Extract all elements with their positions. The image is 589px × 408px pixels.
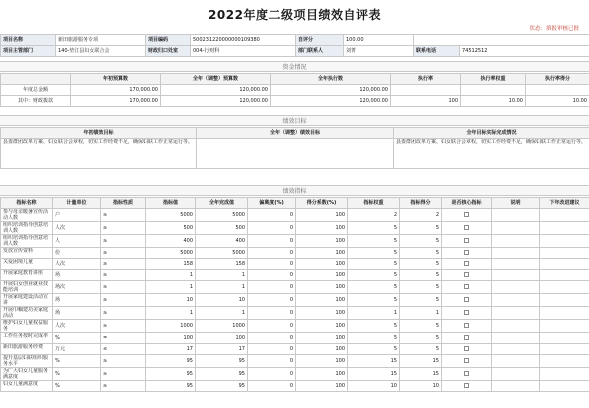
core-indicator-checkbox[interactable] <box>464 297 469 302</box>
indicator-header-cell: 指标名称 <box>1 198 53 209</box>
indicator-note-cell[interactable] <box>492 235 540 248</box>
funds-table <box>0 73 589 107</box>
phone-value: 74512512 <box>460 46 589 57</box>
indicator-unit-cell: % <box>53 381 101 392</box>
indicator-nature-cell: ≥ <box>101 368 146 381</box>
finance-value: 004-行财科 <box>191 46 296 57</box>
indicator-header-cell: 指标性质 <box>101 198 146 209</box>
indicator-dev-cell: 0 <box>248 368 296 381</box>
indicator-row <box>1 209 589 222</box>
indicator-weight-cell: 5 <box>348 281 400 294</box>
indicator-note-cell[interactable] <box>492 294 540 307</box>
indicator-nature-cell: ≥ <box>101 307 146 320</box>
indicator-coef-cell: 100 <box>296 320 348 333</box>
indicator-suggestion-cell[interactable] <box>540 368 589 381</box>
indicator-score-cell: 5 <box>400 333 442 344</box>
indicators-table <box>0 197 589 392</box>
indicator-header-cell: 指标值 <box>146 198 196 209</box>
indicator-unit-cell: 人次 <box>53 259 101 270</box>
indicator-target-cell: 5000 <box>146 248 196 259</box>
indicator-actual-cell: 500 <box>196 222 248 235</box>
indicator-weight-cell: 5 <box>348 294 400 307</box>
self-score-value: 100.00 <box>344 35 414 46</box>
indicator-dev-cell: 0 <box>248 294 296 307</box>
indicator-row <box>1 259 589 270</box>
funds-header-blank <box>1 74 71 85</box>
indicator-row <box>1 248 589 259</box>
indicator-suggestion-cell[interactable] <box>540 320 589 333</box>
indicator-unit-cell: 人 <box>53 235 101 248</box>
indicator-weight-cell: 15 <box>348 368 400 381</box>
indicator-row <box>1 281 589 294</box>
indicator-weight-cell: 5 <box>348 222 400 235</box>
indicator-name-cell: 开展巾帼建功美家庭活动 <box>1 307 53 320</box>
funds-cell <box>391 85 461 96</box>
indicator-nature-cell: ≥ <box>101 248 146 259</box>
funds-header-cell: 执行率 <box>391 74 461 85</box>
indicator-dev-cell: 0 <box>248 270 296 281</box>
indicator-suggestion-cell[interactable] <box>540 381 589 392</box>
indicator-nature-cell: ≥ <box>101 355 146 368</box>
indicator-unit-cell: 场 <box>53 294 101 307</box>
indicator-nature-cell: ≤ <box>101 344 146 355</box>
indicator-score-cell: 15 <box>400 368 442 381</box>
funds-cell: 10.00 <box>526 96 589 107</box>
indicator-dev-cell: 0 <box>248 281 296 294</box>
indicator-name-cell: 提升基层妇联组织服务水平 <box>1 355 53 368</box>
indicator-weight-cell: 15 <box>348 355 400 368</box>
indicator-actual-cell: 5000 <box>196 209 248 222</box>
indicator-coef-cell: 100 <box>296 235 348 248</box>
indicator-weight-cell: 10 <box>348 381 400 392</box>
goals-table <box>0 127 589 169</box>
core-indicator-checkbox[interactable] <box>464 346 469 351</box>
indicator-actual-cell: 10 <box>196 294 248 307</box>
indicator-score-cell: 5 <box>400 281 442 294</box>
indicator-name-cell: 工作任务按时完成率 <box>1 333 53 344</box>
indicator-row <box>1 270 589 281</box>
indicator-unit-cell: 人次 <box>53 222 101 235</box>
goals-header-cell: 年初绩效目标 <box>1 128 197 139</box>
indicator-actual-cell: 95 <box>196 368 248 381</box>
indicator-target-cell: 400 <box>146 235 196 248</box>
core-indicator-checkbox[interactable] <box>464 212 469 217</box>
indicator-unit-cell: % <box>53 368 101 381</box>
indicator-score-cell: 2 <box>400 209 442 222</box>
core-indicator-checkbox[interactable] <box>464 238 469 243</box>
indicator-header-cell: 说明 <box>492 198 540 209</box>
core-indicator-cell <box>442 344 492 355</box>
indicator-unit-cell: 人次 <box>53 320 101 333</box>
indicator-coef-cell: 100 <box>296 294 348 307</box>
indicator-suggestion-cell[interactable] <box>540 294 589 307</box>
funds-row <box>1 96 589 107</box>
indicator-name-cell: 关爱困境儿童 <box>1 259 53 270</box>
core-indicator-cell <box>442 355 492 368</box>
indicator-suggestion-cell[interactable] <box>540 333 589 344</box>
indicator-score-cell: 5 <box>400 344 442 355</box>
core-indicator-cell <box>442 320 492 333</box>
funds-section-title: 资金情况 <box>0 61 589 72</box>
adjusted-goal-text <box>197 139 394 169</box>
indicator-header-cell: 得分系数(%) <box>296 198 348 209</box>
funds-header-cell: 年初预算数 <box>71 74 161 85</box>
core-indicator-cell <box>442 368 492 381</box>
core-indicator-cell <box>442 259 492 270</box>
indicator-name-cell: 开展家庭建设活动宣讲 <box>1 294 53 307</box>
indicator-name-cell: 开展家庭教育讲座 <box>1 270 53 281</box>
indicator-row <box>1 333 589 344</box>
funds-row-label: 年度总金额 <box>1 85 71 96</box>
indicator-dev-cell: 0 <box>248 222 296 235</box>
indicator-unit-cell: 场 <box>53 270 101 281</box>
indicator-dev-cell: 0 <box>248 209 296 222</box>
indicator-unit-cell: 户 <box>53 209 101 222</box>
indicator-header-cell: 下年改进建议 <box>540 198 589 209</box>
indicator-row <box>1 307 589 320</box>
indicator-suggestion-cell[interactable] <box>540 259 589 270</box>
indicator-header-cell: 指标得分 <box>400 198 442 209</box>
funds-header-cell: 执行率权重 <box>461 74 526 85</box>
indicator-target-cell: 5000 <box>146 209 196 222</box>
indicator-score-cell: 10 <box>400 381 442 392</box>
indicator-actual-cell: 1 <box>196 281 248 294</box>
indicator-coef-cell: 100 <box>296 248 348 259</box>
indicator-name-cell: 组织培训指导创意培训人数 <box>1 222 53 235</box>
indicator-row <box>1 294 589 307</box>
indicator-dev-cell: 0 <box>248 355 296 368</box>
indicator-coef-cell: 100 <box>296 281 348 294</box>
indicator-unit-cell: 场次 <box>53 281 101 294</box>
core-indicator-cell <box>442 222 492 235</box>
indicator-target-cell: 1000 <box>146 320 196 333</box>
indicator-score-cell: 5 <box>400 270 442 281</box>
project-name-value: 新田旅游服务专项 <box>56 35 146 46</box>
indicator-weight-cell: 5 <box>348 248 400 259</box>
indicator-name-cell: 新田旅游服务经费 <box>1 344 53 355</box>
core-indicator-checkbox[interactable] <box>464 261 469 266</box>
indicator-score-cell: 5 <box>400 259 442 270</box>
core-indicator-cell <box>442 307 492 320</box>
project-code-value: 500231220000000109380 <box>191 35 296 46</box>
indicator-actual-cell: 17 <box>196 344 248 355</box>
core-indicator-checkbox[interactable] <box>464 272 469 277</box>
indicator-coef-cell: 100 <box>296 222 348 235</box>
indicator-actual-cell: 95 <box>196 355 248 368</box>
initial-goal-text: 县委群团改革方案、妇女联合会章程，切实工作经费不足，确保妇联工作正常运行等。 <box>1 139 197 169</box>
actual-goal-text: 县委群团改革方案、妇女联合会章程，切实工作经费不足，确保妇联工作正常运行等。 <box>394 139 589 169</box>
indicator-target-cell: 1 <box>146 270 196 281</box>
funds-row <box>1 85 589 96</box>
indicator-row <box>1 355 589 368</box>
indicator-name-cell: 开展妇女创业就业技能培训 <box>1 281 53 294</box>
core-indicator-cell <box>442 235 492 248</box>
indicator-note-cell[interactable] <box>492 270 540 281</box>
indicator-score-cell: 5 <box>400 222 442 235</box>
core-indicator-checkbox[interactable] <box>464 284 469 289</box>
indicator-nature-cell: ≥ <box>101 281 146 294</box>
indicator-suggestion-cell[interactable] <box>540 307 589 320</box>
project-info-table <box>0 34 589 57</box>
indicator-row <box>1 344 589 355</box>
core-indicator-checkbox[interactable] <box>464 323 469 328</box>
funds-header-cell: 执行率得分 <box>526 74 589 85</box>
indicator-weight-cell: 5 <box>348 320 400 333</box>
indicator-name-cell: 组织培训指导创意培训人数 <box>1 235 53 248</box>
goals-section-title: 绩效目标 <box>0 115 589 126</box>
indicator-actual-cell: 5000 <box>196 248 248 259</box>
core-indicator-checkbox[interactable] <box>464 358 469 363</box>
indicator-note-cell[interactable] <box>492 259 540 270</box>
indicator-coef-cell: 100 <box>296 344 348 355</box>
funds-cell: 120,000.00 <box>271 85 391 96</box>
indicator-target-cell: 95 <box>146 381 196 392</box>
indicator-dev-cell: 0 <box>248 333 296 344</box>
indicator-unit-cell: 万元 <box>53 344 101 355</box>
indicator-dev-cell: 0 <box>248 320 296 333</box>
indicator-score-cell: 15 <box>400 355 442 368</box>
indicator-dev-cell: 0 <box>248 344 296 355</box>
indicator-suggestion-cell[interactable] <box>540 355 589 368</box>
indicator-dev-cell: 0 <box>248 381 296 392</box>
funds-cell <box>461 85 526 96</box>
page-title: 2022年度二级项目绩效自评表 <box>208 8 381 22</box>
funds-cell: 170,000.00 <box>71 85 161 96</box>
core-indicator-cell <box>442 270 492 281</box>
core-indicator-cell <box>442 281 492 294</box>
indicator-unit-cell: % <box>53 355 101 368</box>
indicator-dev-cell: 0 <box>248 248 296 259</box>
indicator-target-cell: 10 <box>146 294 196 307</box>
indicator-coef-cell: 100 <box>296 381 348 392</box>
indicator-weight-cell: 5 <box>348 344 400 355</box>
indicator-suggestion-cell[interactable] <box>540 344 589 355</box>
indicator-suggestion-cell[interactable] <box>540 209 589 222</box>
funds-cell: 10.00 <box>461 96 526 107</box>
funds-header-cell: 全年执行数 <box>271 74 391 85</box>
indicator-coef-cell: 100 <box>296 355 348 368</box>
indicator-note-cell[interactable] <box>492 368 540 381</box>
funds-cell <box>526 85 589 96</box>
indicator-weight-cell: 2 <box>348 209 400 222</box>
indicator-header-cell: 全年完成值 <box>196 198 248 209</box>
indicator-actual-cell: 1000 <box>196 320 248 333</box>
indicator-coef-cell: 100 <box>296 259 348 270</box>
core-indicator-cell <box>442 294 492 307</box>
goals-header-cell: 全年（调整）绩效目标 <box>197 128 394 139</box>
indicator-actual-cell: 400 <box>196 235 248 248</box>
funds-row-label: 其中：财政拨款 <box>1 96 71 107</box>
indicator-name-cell: 为广大妇女儿童服务满意度 <box>1 368 53 381</box>
indicator-header-cell: 计量单位 <box>53 198 101 209</box>
indicator-nature-cell: = <box>101 333 146 344</box>
indicator-target-cell: 100 <box>146 333 196 344</box>
indicator-coef-cell: 100 <box>296 307 348 320</box>
indicator-score-cell: 5 <box>400 320 442 333</box>
indicator-dev-cell: 0 <box>248 259 296 270</box>
indicator-note-cell[interactable] <box>492 333 540 344</box>
indicator-note-cell[interactable] <box>492 248 540 259</box>
indicator-row <box>1 381 589 392</box>
indicator-target-cell: 158 <box>146 259 196 270</box>
indicator-nature-cell: ≥ <box>101 320 146 333</box>
indicator-actual-cell: 95 <box>196 381 248 392</box>
core-indicator-checkbox[interactable] <box>464 225 469 230</box>
core-indicator-checkbox[interactable] <box>464 371 469 376</box>
indicator-score-cell: 5 <box>400 248 442 259</box>
core-indicator-cell <box>442 209 492 222</box>
indicators-section-title: 绩效指标 <box>0 185 589 196</box>
indicator-actual-cell: 1 <box>196 307 248 320</box>
indicator-score-cell: 5 <box>400 294 442 307</box>
phone-label: 联系电话 <box>414 46 460 57</box>
finance-label: 财政归口处室 <box>146 46 191 57</box>
indicator-actual-cell: 158 <box>196 259 248 270</box>
contact-value: 刘菁 <box>344 46 414 57</box>
indicator-coef-cell: 100 <box>296 209 348 222</box>
core-indicator-cell <box>442 248 492 259</box>
core-indicator-checkbox[interactable] <box>464 335 469 340</box>
indicator-name-cell: 参与母亲暖暑宣传活动人数 <box>1 209 53 222</box>
indicator-nature-cell: ≥ <box>101 222 146 235</box>
core-indicator-cell <box>442 381 492 392</box>
indicator-unit-cell: % <box>53 333 101 344</box>
indicator-unit-cell: 场 <box>53 307 101 320</box>
funds-header-cell: 全年（调整）预算数 <box>161 74 271 85</box>
project-code-label: 项目编码 <box>146 35 191 46</box>
indicator-row <box>1 320 589 333</box>
indicator-nature-cell: ≥ <box>101 294 146 307</box>
indicator-suggestion-cell[interactable] <box>540 222 589 235</box>
self-score-label: 自评分 <box>296 35 344 46</box>
indicator-nature-cell: ≥ <box>101 209 146 222</box>
indicator-name-cell: 妇女儿童满意度 <box>1 381 53 392</box>
project-name-label: 项目名称 <box>1 35 56 46</box>
funds-cell: 120,000.00 <box>161 96 271 107</box>
indicator-header-cell: 是否核心指标 <box>442 198 492 209</box>
status-text: 状态：填报审核已批 <box>529 26 579 32</box>
goals-header-cell: 全年目标实际完成情况 <box>394 128 589 139</box>
core-indicator-checkbox[interactable] <box>464 383 469 388</box>
indicator-weight-cell: 5 <box>348 270 400 281</box>
indicator-nature-cell: ≥ <box>101 270 146 281</box>
indicator-note-cell[interactable] <box>492 209 540 222</box>
indicator-unit-cell: 份 <box>53 248 101 259</box>
dept-label: 项目主管部门 <box>1 46 56 57</box>
dept-value: 140-垫江县妇女联合会 <box>56 46 146 57</box>
indicator-target-cell: 95 <box>146 368 196 381</box>
indicator-header-cell: 指标权重 <box>348 198 400 209</box>
indicator-coef-cell: 100 <box>296 333 348 344</box>
indicator-nature-cell: ≥ <box>101 259 146 270</box>
indicator-nature-cell: ≥ <box>101 381 146 392</box>
core-indicator-checkbox[interactable] <box>464 250 469 255</box>
indicator-target-cell: 95 <box>146 355 196 368</box>
indicator-dev-cell: 0 <box>248 235 296 248</box>
funds-cell: 120,000.00 <box>161 85 271 96</box>
core-indicator-cell <box>442 333 492 344</box>
funds-cell: 100 <box>391 96 461 107</box>
indicator-note-cell[interactable] <box>492 281 540 294</box>
indicator-header-cell: 偏离度(%) <box>248 198 296 209</box>
indicator-dev-cell: 0 <box>248 307 296 320</box>
indicator-row <box>1 222 589 235</box>
indicator-score-cell: 1 <box>400 307 442 320</box>
indicator-row <box>1 235 589 248</box>
indicator-suggestion-cell[interactable] <box>540 270 589 281</box>
indicator-score-cell: 5 <box>400 235 442 248</box>
indicator-target-cell: 1 <box>146 281 196 294</box>
indicator-target-cell: 17 <box>146 344 196 355</box>
funds-cell: 170,000.00 <box>71 96 161 107</box>
indicator-note-cell[interactable] <box>492 320 540 333</box>
indicator-target-cell: 500 <box>146 222 196 235</box>
indicator-suggestion-cell[interactable] <box>540 235 589 248</box>
indicator-weight-cell: 1 <box>348 307 400 320</box>
indicator-name-cell: 维护妇女儿童权益服务 <box>1 320 53 333</box>
info-empty-cell <box>414 35 589 46</box>
indicator-weight-cell: 5 <box>348 259 400 270</box>
indicator-actual-cell: 100 <box>196 333 248 344</box>
indicator-note-cell[interactable] <box>492 355 540 368</box>
funds-cell: 120,000.00 <box>271 96 391 107</box>
core-indicator-checkbox[interactable] <box>464 310 469 315</box>
indicator-weight-cell: 5 <box>348 235 400 248</box>
indicator-actual-cell: 1 <box>196 270 248 281</box>
indicator-name-cell: 发放宣传资料 <box>1 248 53 259</box>
indicator-weight-cell: 5 <box>348 333 400 344</box>
indicator-note-cell[interactable] <box>492 344 540 355</box>
indicator-suggestion-cell[interactable] <box>540 281 589 294</box>
indicator-note-cell[interactable] <box>492 307 540 320</box>
indicator-nature-cell: ≥ <box>101 235 146 248</box>
indicator-suggestion-cell[interactable] <box>540 248 589 259</box>
indicator-row <box>1 368 589 381</box>
indicator-coef-cell: 100 <box>296 270 348 281</box>
indicator-note-cell[interactable] <box>492 222 540 235</box>
indicator-target-cell: 1 <box>146 307 196 320</box>
contact-label: 部门联系人 <box>296 46 344 57</box>
indicator-note-cell[interactable] <box>492 381 540 392</box>
indicator-coef-cell: 100 <box>296 368 348 381</box>
